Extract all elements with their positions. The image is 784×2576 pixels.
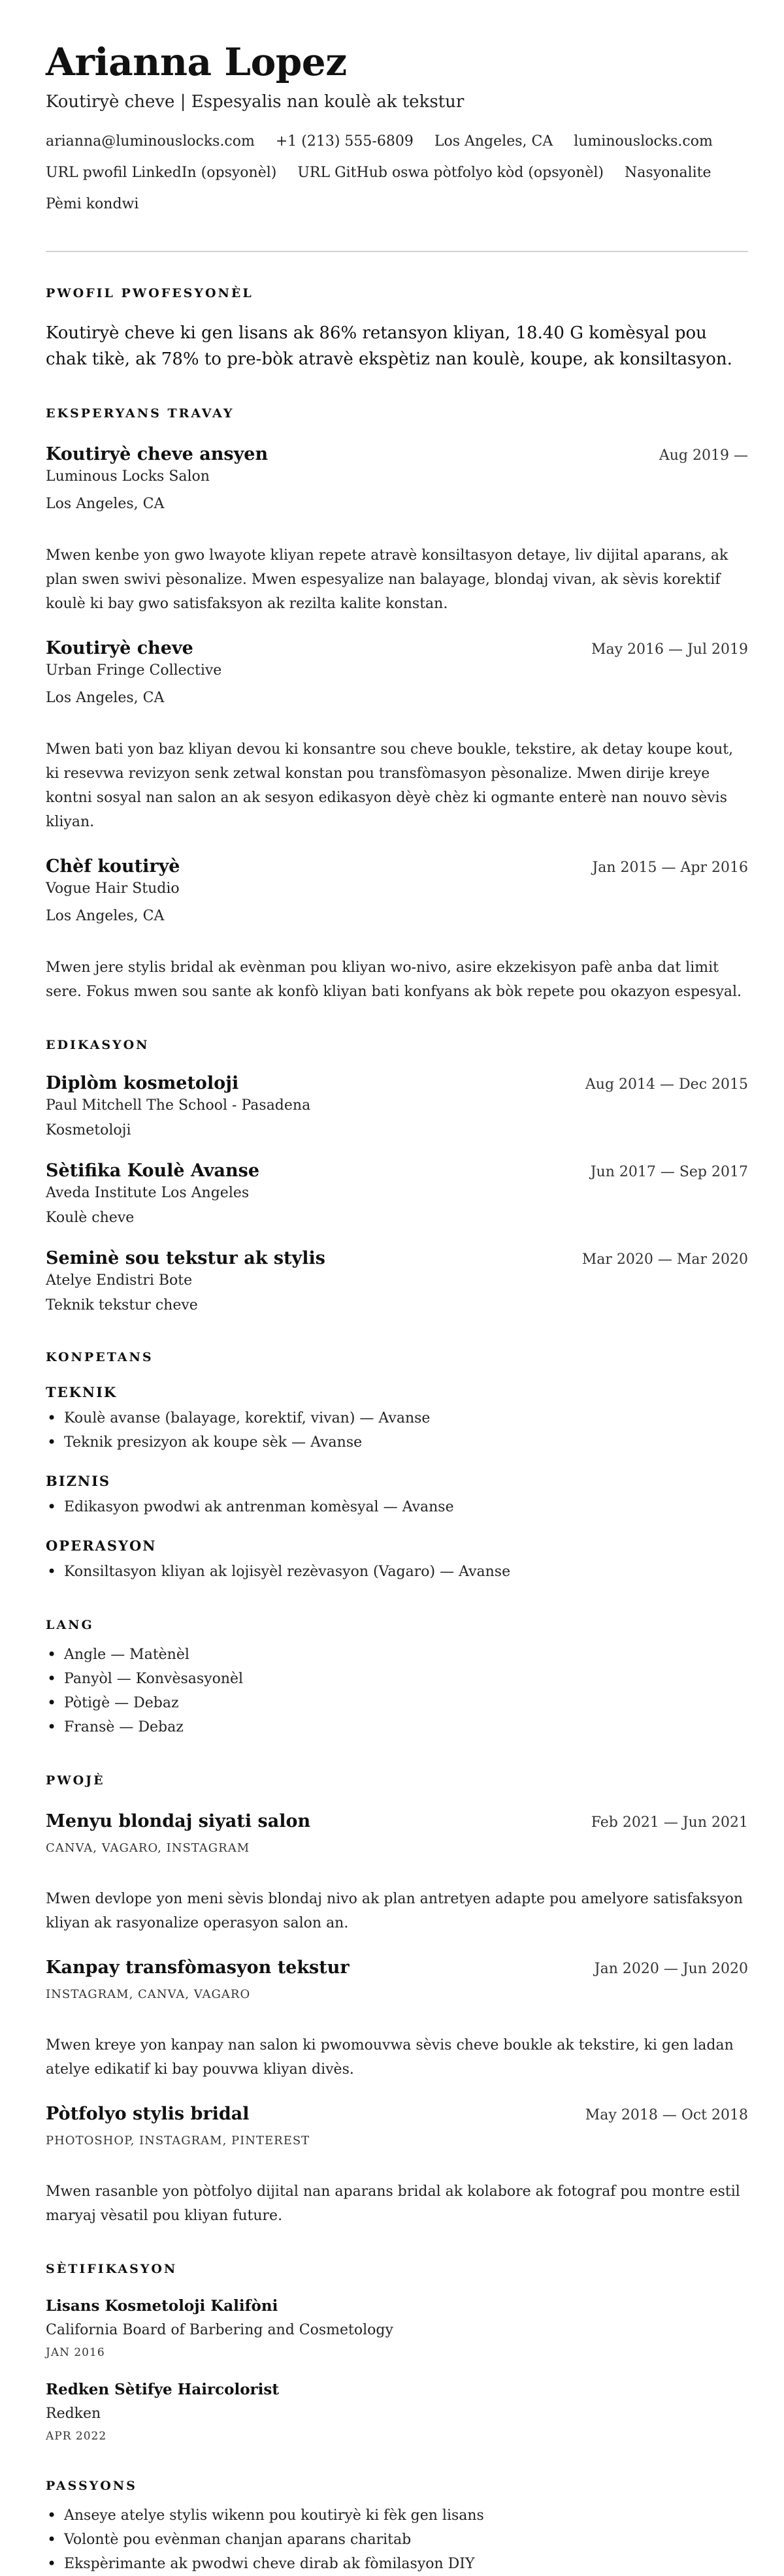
- school-name: Atelye Endistri Bote: [46, 1272, 193, 1289]
- interest-item: • Anseye atelye stylis wikenn pou koutiryè ki fèk gen lisans: [64, 2504, 748, 2528]
- job-description: Mwen bati yon baz kliyan devou ki konsantre sou cheve boukle, tekstire, ak detay koupe kout, ki resevwa revizyon senk zetwal konstan pou transfòmasyon pèsonalize. Mwen dirije kreye kontni sosyal nan salon an ak sesyon edikasyon dèyè chèz ki ogmante enterè nan nouvo sèvis kliyan.: [46, 741, 734, 830]
- contact-github[interactable]: URL GitHub oswa pòtfolyo kòd (opsyonèl): [297, 165, 604, 181]
- job-description: Mwen kenbe yon gwo lwayote kliyan repete atravè konsiltasyon detaye, liv dijital aparans, ak plan swen swivi pèsonalize. Mwen espesyalize nan balayage, blondaj vivan, ak sèvis korektif koulè ki bay gwo satisfaksyon ak rezilta kalite konstan.: [46, 547, 728, 612]
- project-description: Mwen rasanble yon pòtfolyo dijital nan aparans bridal ak kolabore ak fotograf pou montre estil maryaj vèsatil pou kliyan future.: [46, 2183, 740, 2224]
- job-title: Koutiryè cheve: [46, 638, 193, 658]
- project-entry: [46, 1810, 748, 1935]
- skill-list: [46, 1495, 748, 1519]
- experience-entry: [46, 637, 748, 834]
- skill-list: [46, 1406, 748, 1455]
- skill-category: TEKNIK: [46, 1384, 118, 1400]
- language-item: • Fransè — Debaz: [64, 1715, 748, 1739]
- certification-name: Lisans Kosmetoloji Kalifòni: [46, 2297, 278, 2315]
- contact-location: Los Angeles, CA: [434, 133, 553, 150]
- skill-item: • Koulè avanse (balayage, korektif, vivan) — Avanse: [64, 1406, 748, 1430]
- degree-dates: Jun 2017 — Sep 2017: [590, 1164, 748, 1180]
- education-entry: [46, 1159, 748, 1229]
- school-name: Paul Mitchell The School - Pasadena: [46, 1097, 311, 1114]
- interest-item: • Ekspèrimante ak pwodwi cheve dirab ak fòmilasyon DIY: [64, 2552, 748, 2576]
- project-name: Menyu blondaj siyati salon: [46, 1811, 311, 1831]
- certification-entry: [46, 2296, 748, 2361]
- certification-date: APR 2022: [46, 2430, 107, 2443]
- project-description: Mwen devlope yon meni sèvis blondaj nivo ak plan antretyen adapte pou amelyore satisfaksyon kliyan ak rasyonalize operasyon salon an.: [46, 1891, 743, 1931]
- contact-email[interactable]: arianna@luminouslocks.com: [46, 133, 255, 150]
- project-name: Kanpay transfòmasyon tekstur: [46, 1957, 350, 1978]
- language-item: • Panyòl — Konvèsasyonèl: [64, 1667, 748, 1691]
- projects-heading: PWOJÈ: [46, 1773, 105, 1788]
- job-location: Los Angeles, CA: [46, 690, 165, 706]
- project-dates: May 2018 — Oct 2018: [585, 2107, 748, 2123]
- skill-item: • Konsiltasyon kliyan ak lojisyèl rezèvasyon (Vagaro) — Avanse: [64, 1560, 748, 1584]
- candidate-name: Arianna Lopez: [46, 40, 347, 84]
- contact-linkedin[interactable]: URL pwofil LinkedIn (opsyonèl): [46, 165, 277, 181]
- summary-text: Koutiryè cheve ki gen lisans ak 86% retansyon kliyan, 18.40 G komèsyal pou chak tikè, ak 78% to pre-bòk atravè ekspètiz nan koulè, koupe, ak konsiltasyon.: [46, 323, 732, 369]
- job-description: Mwen jere stylis bridal ak evènman pou kliyan wo-nivo, asire ekzekisyon pafè anba dat limit sere. Fokus mwen sou sante ak konfò kliyan bati konfyans ak bòk repete pou okazyon espesyal.: [46, 959, 742, 1000]
- degree-dates: Mar 2020 — Mar 2020: [581, 1251, 748, 1268]
- degree-title: Diplòm kosmetoloji: [46, 1073, 239, 1093]
- project-dates: Feb 2021 — Jun 2021: [591, 1814, 748, 1831]
- header-divider: [46, 251, 748, 252]
- project-dates: Jan 2020 — Jun 2020: [594, 1961, 748, 1977]
- experience-entry: [46, 443, 748, 616]
- contact-phone[interactable]: +1 (213) 555-6809: [275, 133, 414, 150]
- degree-title: Seminè sou tekstur ak stylis: [46, 1248, 325, 1268]
- job-dates: Aug 2019 —: [659, 447, 748, 464]
- project-tools: CANVA, VAGARO, INSTAGRAM: [46, 1841, 250, 1855]
- certification-date: JAN 2016: [46, 2346, 105, 2359]
- school-name: Aveda Institute Los Angeles: [46, 1185, 250, 1201]
- contact-nationality: Nasyonalite: [625, 165, 711, 181]
- language-item: • Pòtigè — Debaz: [64, 1691, 748, 1715]
- experience-entry: [46, 855, 748, 1004]
- study-field: Teknik tekstur cheve: [46, 1297, 198, 1313]
- study-field: Kosmetoloji: [46, 1122, 131, 1138]
- project-name: Pòtfolyo stylis bridal: [46, 2104, 250, 2124]
- certification-issuer: California Board of Barbering and Cosmetology: [46, 2322, 393, 2338]
- skill-item: • Edikasyon pwodwi ak antrenman komèsyal — Avanse: [64, 1495, 748, 1519]
- degree-dates: Aug 2014 — Dec 2015: [585, 1076, 748, 1093]
- resume-content: [46, 39, 748, 2576]
- candidate-tagline: Koutiryè cheve | Espesyalis nan koulè ak tekstur: [46, 92, 465, 112]
- summary-heading: PWOFIL PWOFESYONÈL: [46, 286, 253, 300]
- certification-issuer: Redken: [46, 2406, 101, 2422]
- interest-list: [46, 2504, 748, 2576]
- experience-heading: EKSPERYANS TRAVAY: [46, 406, 235, 421]
- job-location: Los Angeles, CA: [46, 908, 165, 924]
- education-heading: EDIKASYON: [46, 1038, 150, 1052]
- language-item: • Angle — Matènèl: [64, 1643, 748, 1667]
- education-entry: [46, 1247, 748, 1316]
- contact-info: [46, 131, 748, 225]
- job-company: Luminous Locks Salon: [46, 468, 210, 485]
- job-company: Vogue Hair Studio: [46, 880, 180, 897]
- project-tools: PHOTOSHOP, INSTAGRAM, PINTEREST: [46, 2134, 310, 2148]
- contact-website[interactable]: luminouslocks.com: [574, 133, 713, 150]
- study-field: Koulè cheve: [46, 1210, 135, 1226]
- languages-heading: LANG: [46, 1618, 94, 1632]
- degree-title: Sètifika Koulè Avanse: [46, 1161, 260, 1181]
- project-entry: [46, 1956, 748, 2082]
- project-description: Mwen kreye yon kanpay nan salon ki pwomouvwa sèvis cheve boukle ak tekstire, ki gen ladan atelye edikatif ki bay pouvwa kliyan divès.: [46, 2037, 734, 2078]
- skill-category: BIZNIS: [46, 1473, 111, 1489]
- job-title: Koutiryè cheve ansyen: [46, 444, 269, 464]
- job-title: Chèf koutiryè: [46, 856, 180, 877]
- project-entry: [46, 2102, 748, 2228]
- project-tools: INSTAGRAM, CANVA, VAGARO: [46, 1988, 251, 2001]
- skill-category: OPERASYON: [46, 1538, 157, 1554]
- certification-name: Redken Sètifye Haircolorist: [46, 2381, 279, 2398]
- job-dates: Jan 2015 — Apr 2016: [592, 860, 748, 876]
- certifications-heading: SÈTIFIKASYON: [46, 2262, 178, 2276]
- contact-license: Pèmi kondwi: [46, 196, 139, 212]
- education-entry: [46, 1072, 748, 1141]
- job-dates: May 2016 — Jul 2019: [591, 641, 748, 658]
- skill-item: • Teknik presizyon ak koupe sèk — Avanse: [64, 1430, 748, 1455]
- language-list: [46, 1643, 748, 1739]
- certification-entry: [46, 2379, 748, 2445]
- interest-item: • Volontè pou evènman chanjan aparans charitab: [64, 2528, 748, 2552]
- interests-heading: PASSYONS: [46, 2479, 137, 2493]
- skills-heading: KONPETANS: [46, 1350, 154, 1364]
- skill-list: [46, 1560, 748, 1584]
- job-location: Los Angeles, CA: [46, 496, 165, 512]
- job-company: Urban Fringe Collective: [46, 662, 222, 679]
